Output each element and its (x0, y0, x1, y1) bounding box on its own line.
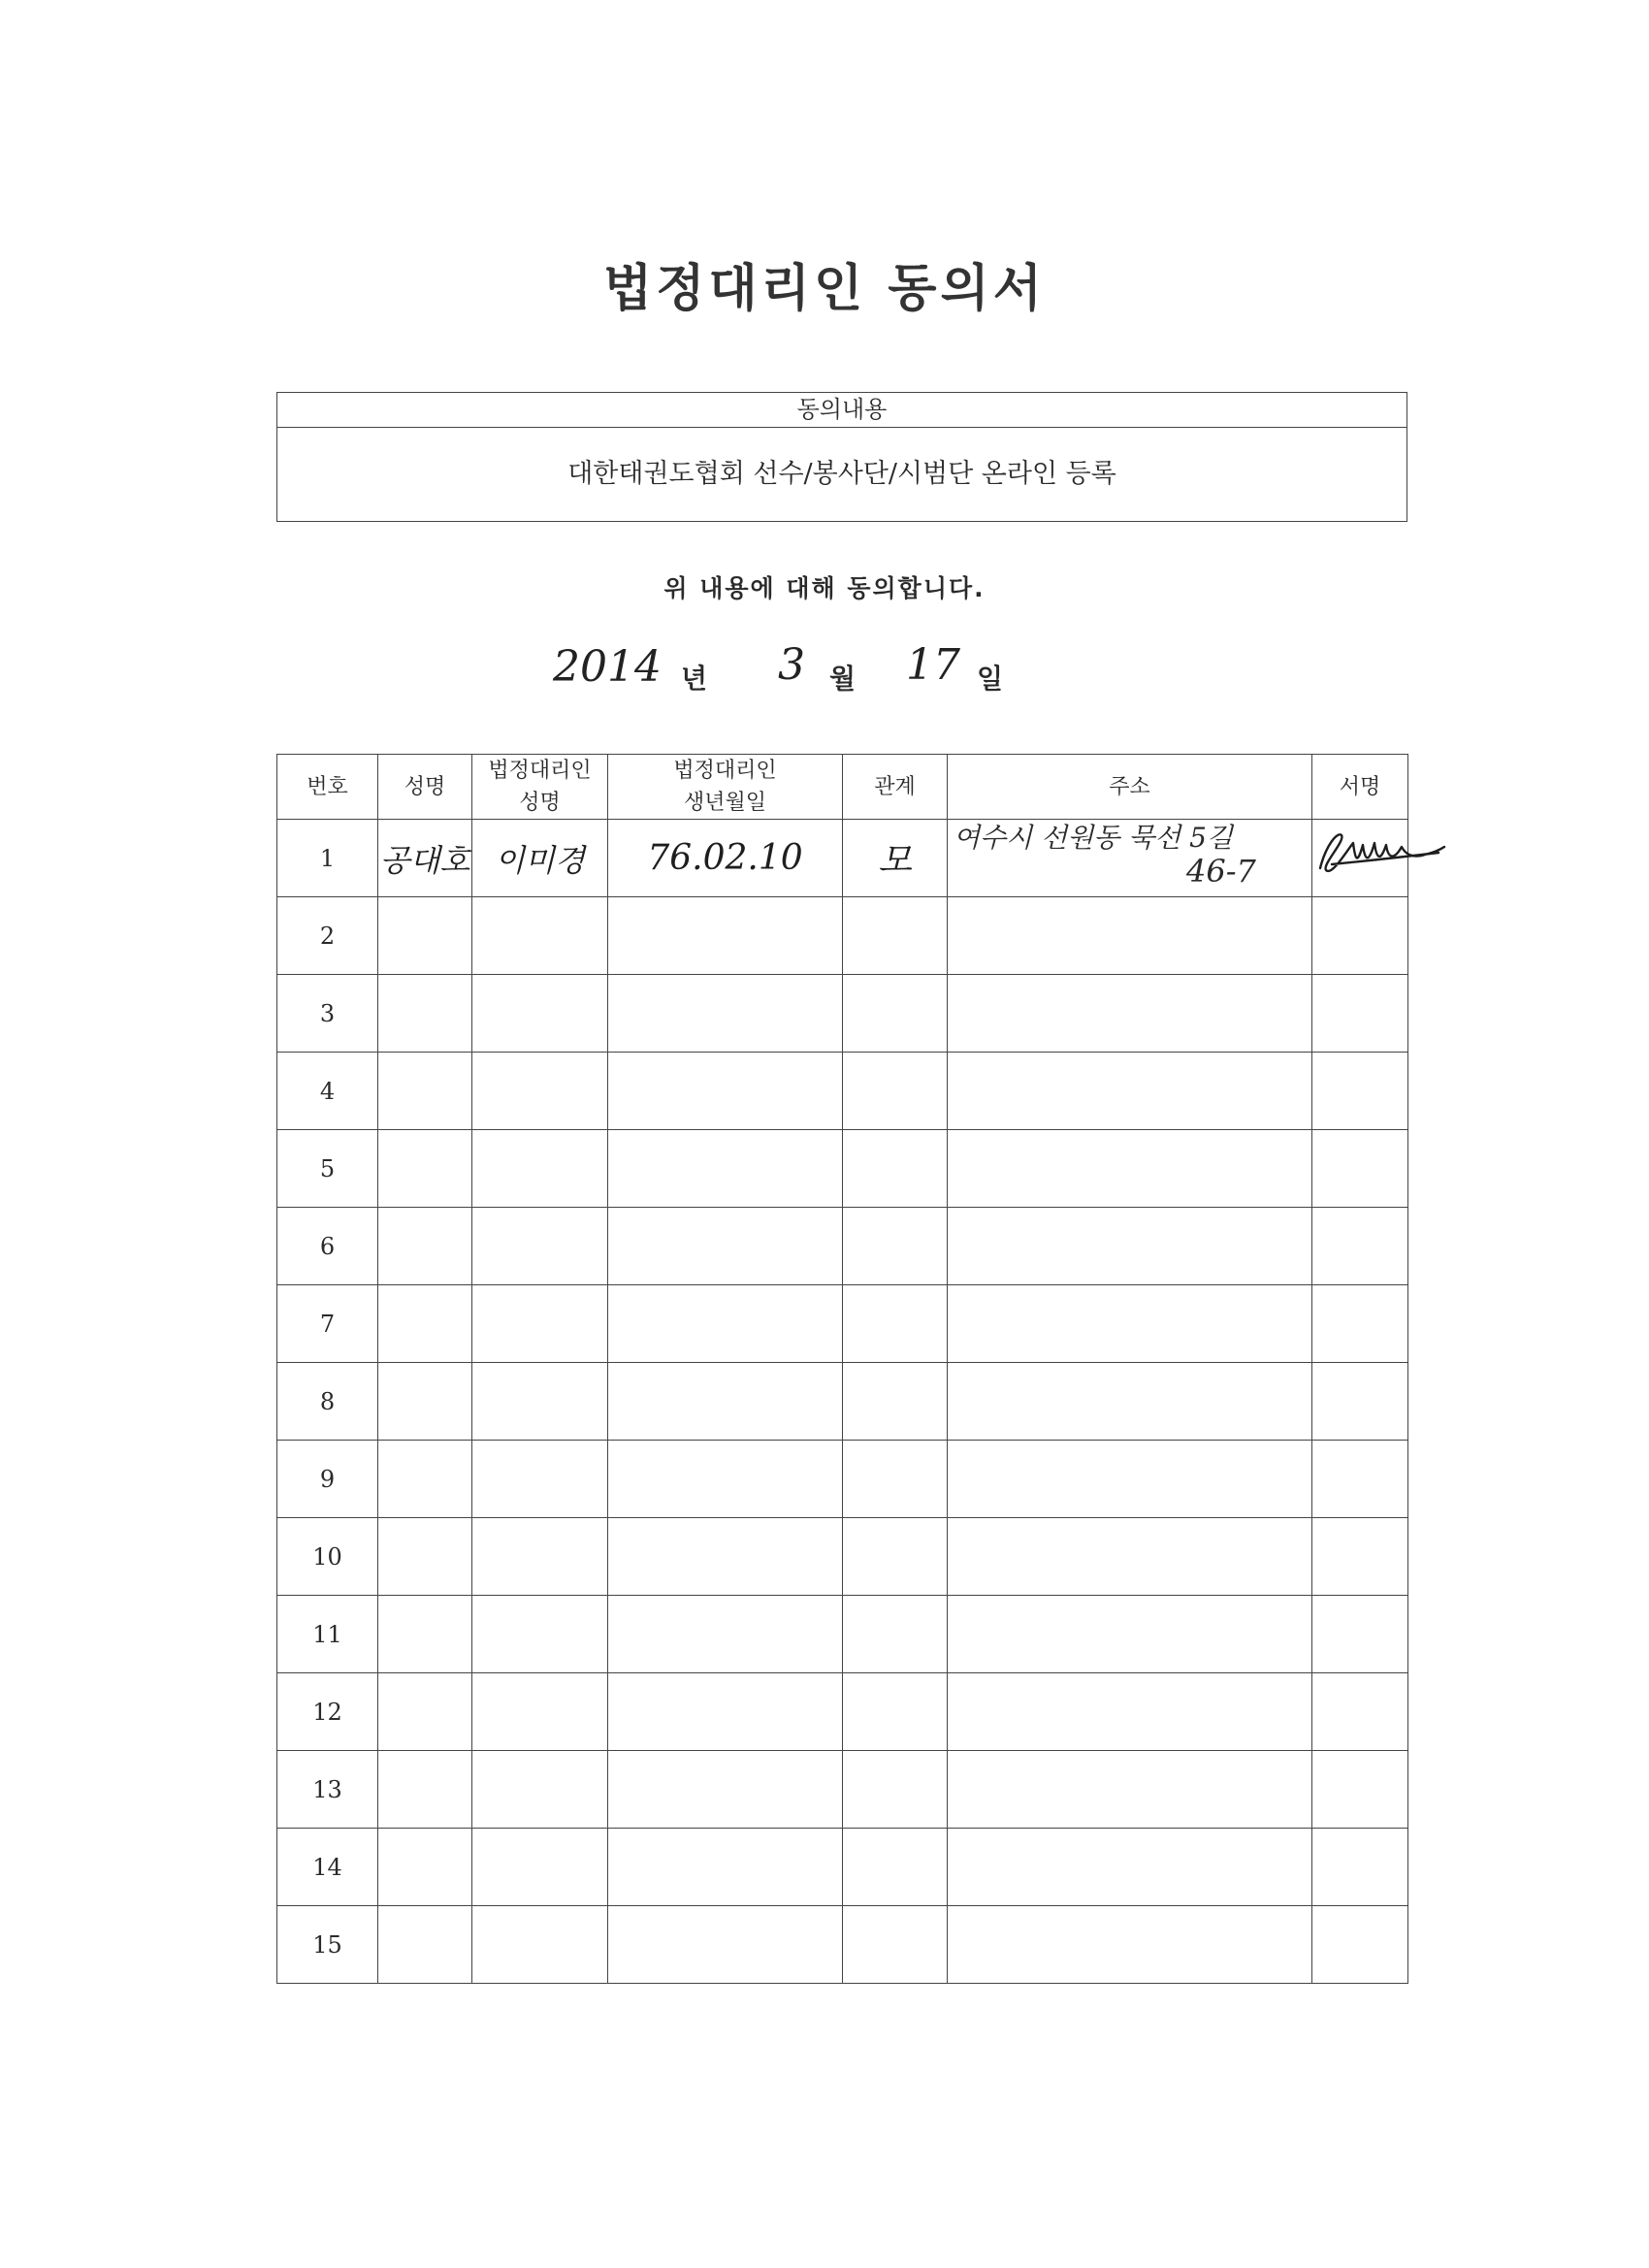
handwritten-address (954, 822, 1256, 888)
cell-no: 12 (277, 1673, 378, 1751)
table-row (277, 1363, 1408, 1441)
header-rep-name (472, 755, 608, 820)
header-rep-birth (608, 755, 843, 820)
date-year-unit: 년 (681, 663, 708, 695)
address-line1: 여수시 선원동 묵선 5길 (954, 822, 1233, 854)
cell-no: 6 (277, 1208, 378, 1285)
cell-no: 5 (277, 1130, 378, 1208)
date-day: 17 (906, 640, 960, 690)
cell-no: 15 (277, 1906, 378, 1984)
cell-no: 3 (277, 975, 378, 1053)
header-rep-name-line2: 성명 (519, 791, 561, 815)
header-name: 성명 (378, 755, 472, 820)
cell-no: 14 (277, 1829, 378, 1906)
table-row (277, 1441, 1408, 1518)
table-row (277, 1518, 1408, 1596)
cell-no: 1 (277, 820, 378, 897)
handwritten-relation: 모 (878, 841, 912, 881)
cell-no: 10 (277, 1518, 378, 1596)
cell-signature (1312, 820, 1408, 897)
date-month: 3 (778, 640, 805, 690)
table-header-row (277, 755, 1408, 820)
handwritten-rep-birth: 76.02.10 (647, 838, 803, 878)
cell-no: 2 (277, 897, 378, 975)
table-row (277, 897, 1408, 975)
cell-no: 7 (277, 1285, 378, 1363)
address-line2: 46-7 (1186, 853, 1256, 890)
consent-header: 동의내용 (277, 393, 1406, 428)
cell-rep-name (472, 820, 608, 897)
table-row (277, 1829, 1408, 1906)
cell-no: 13 (277, 1751, 378, 1829)
signature-scribble (1312, 826, 1448, 884)
date-year: 2014 (553, 642, 662, 692)
cell-no: 11 (277, 1596, 378, 1673)
cell-no: 9 (277, 1441, 378, 1518)
table-row (277, 1906, 1408, 1984)
table-row (277, 1596, 1408, 1673)
cell-no: 4 (277, 1053, 378, 1130)
agree-statement: 위 내용에 대해 동의합니다. (663, 574, 986, 602)
table-row (277, 820, 1408, 897)
header-rep-birth-line2: 생년월일 (683, 791, 766, 815)
table-row (277, 975, 1408, 1053)
header-address: 주소 (948, 755, 1312, 820)
header-relation: 관계 (843, 755, 948, 820)
date-day-unit: 일 (977, 663, 1004, 695)
handwritten-name: 공대호 (379, 841, 470, 879)
consent-box (276, 392, 1407, 522)
table-row (277, 1053, 1408, 1130)
handwritten-rep-name: 이미경 (495, 841, 585, 879)
table-row (277, 1751, 1408, 1829)
date-month-unit: 월 (829, 663, 857, 695)
header-no: 번호 (277, 755, 378, 820)
header-rep-name-line1: 법정대리인 (488, 759, 592, 783)
cell-relation (843, 820, 948, 897)
document-title: 법정대리인 동의서 (603, 260, 1046, 318)
cell-no: 8 (277, 1363, 378, 1441)
table-row (277, 1285, 1408, 1363)
cell-address (948, 820, 1312, 897)
date-row (553, 640, 1057, 716)
table-row (277, 1130, 1408, 1208)
table-row (277, 1673, 1408, 1751)
cell-name (378, 820, 472, 897)
table-row (277, 1208, 1408, 1285)
cell-rep-birth (608, 820, 843, 897)
consent-body: 대한태권도협회 선수/봉사단/시범단 온라인 등록 (567, 459, 1116, 489)
header-signature: 서명 (1312, 755, 1408, 820)
roster-table (276, 754, 1408, 1984)
header-rep-birth-line1: 법정대리인 (673, 759, 777, 783)
